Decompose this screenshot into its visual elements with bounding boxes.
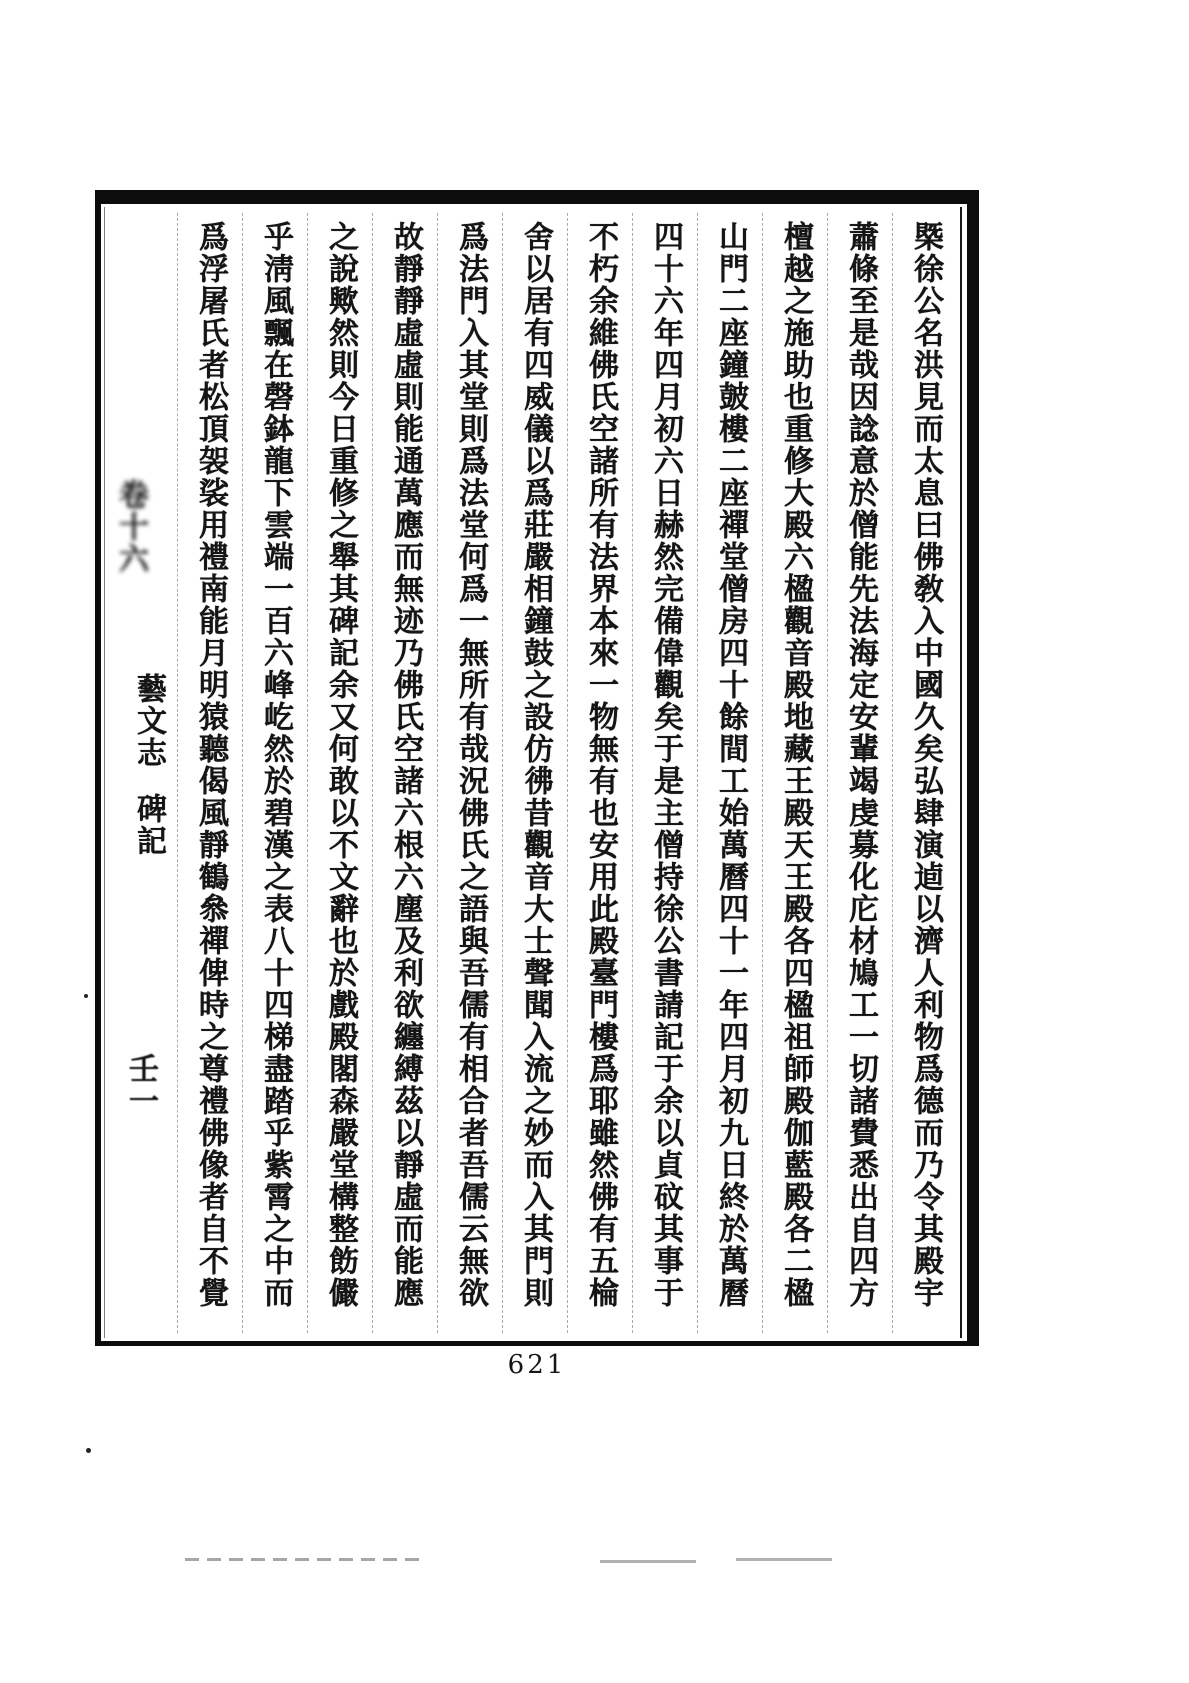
column-text: 四十六年四月初六日赫然完備偉觀矣于是主僧持徐公書請記于余以貞砇其事于 (648, 221, 683, 1309)
scan-speck (84, 994, 88, 998)
spine-section-label: 藝文志 (131, 673, 166, 769)
text-column-1 (892, 213, 957, 1333)
text-column-8 (437, 213, 502, 1333)
column-text: 之說歟然則今日重修之舉其碑記余又何敢以不文辭也於戲殿閣森嚴堂構整飭儼 (323, 221, 358, 1309)
text-column-3 (762, 213, 827, 1333)
spine-folio-mark: 壬一 (123, 1053, 158, 1117)
column-text: 爲法門入其堂則爲法堂何爲一無所有哉況佛氏之語與吾儒有相合者吾儒云無欲 (453, 221, 488, 1309)
column-text: 檀越之施助也重修大殿六楹觀音殿地藏王殿天王殿各四楹祖師殿伽藍殿各二楹 (778, 221, 813, 1309)
column-text: 故靜靜虛虛則能通萬應而無迹乃佛氏空諸六根六塵及利欲纏縛茲以靜虛而能應 (388, 221, 423, 1309)
text-column-5 (632, 213, 697, 1333)
scan-artifact-line (736, 1558, 832, 1561)
column-text: 蕭條至是哉因諗意於僧能先法海定安輩竭虔募化庀材鳩工一切諸費悉出自四方 (843, 221, 878, 1309)
page-number: 621 (507, 1350, 567, 1380)
column-text: 槩徐公名洪見而太息曰佛敎入中國久矣弘肆演逌以濟人利物爲德而乃令其殿宇 (908, 221, 943, 1309)
spine-subsection-label: 碑記 (131, 793, 166, 857)
scan-artifact-line (185, 1558, 420, 1561)
column-text: 不朽余維佛氏空諸所有法界本來一物無有也安用此殿臺門樓爲耶雖然佛有五棆 (583, 221, 618, 1309)
column-text: 乎淸風飄在磬鉢龍下雲端一百六峰屹然於碧漢之表八十四梯盡踏乎紫霄之中而 (258, 221, 293, 1309)
column-text: 山門二座鐘皷樓二座禪堂僧房四十餘間工始萬曆四十一年四月初九日終於萬曆 (713, 221, 748, 1309)
text-column-11 (242, 213, 307, 1333)
page-border-frame (95, 190, 979, 1346)
spine-volume-smudge: 卷十六 (113, 479, 148, 575)
column-text: 舍以居有四威儀以爲莊嚴相鐘鼓之設仿彿昔觀音大士聲聞入流之妙而入其門則 (518, 221, 553, 1309)
text-column-6 (567, 213, 632, 1333)
text-column-10 (307, 213, 372, 1333)
text-column-12 (177, 213, 242, 1333)
text-column-9 (372, 213, 437, 1333)
column-text: 爲浮屠氏者松頂袈裟用禮南能月明猿聽偈風靜鶴叅禪俾時之尊禮佛像者自不覺 (193, 221, 228, 1309)
text-column-7 (502, 213, 567, 1333)
text-column-4 (697, 213, 762, 1333)
scan-artifact-line (600, 1560, 696, 1563)
scan-speck (86, 1448, 91, 1453)
text-column-2 (827, 213, 892, 1333)
ink-blot-top-right (897, 190, 947, 198)
text-columns (107, 213, 957, 1333)
spine-column (107, 213, 177, 1333)
